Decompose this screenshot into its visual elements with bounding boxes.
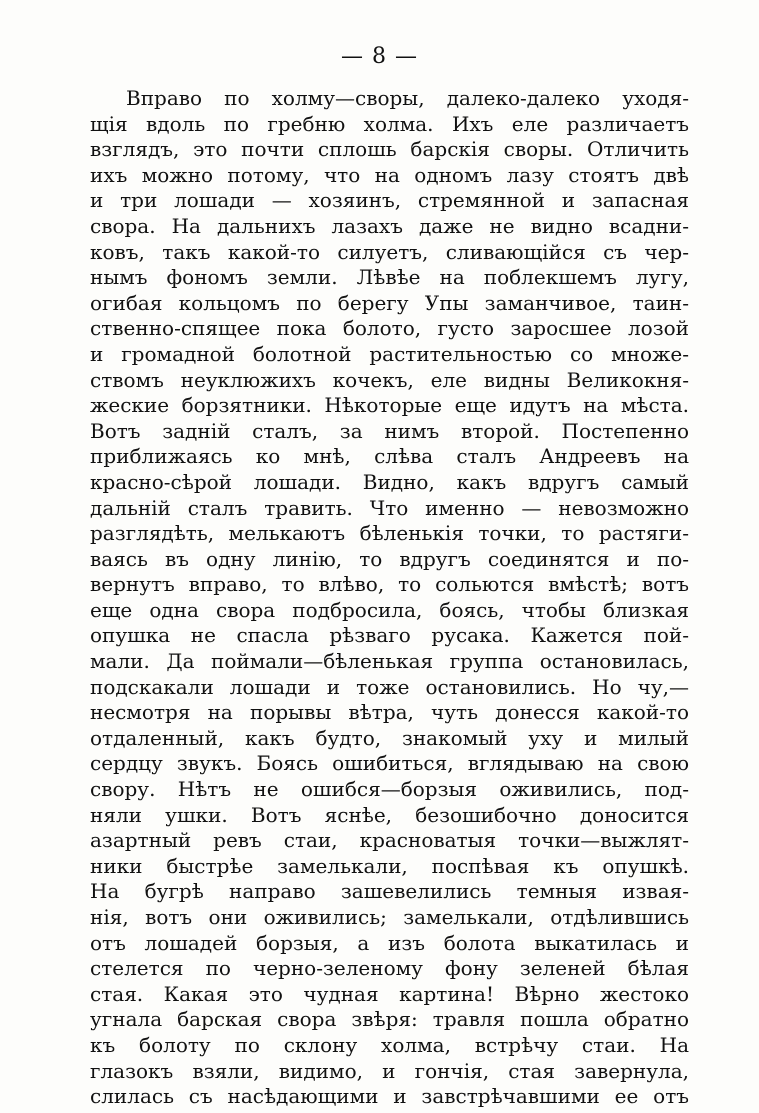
text-line: На бугрѣ направо зашевелились темныя извая- (90, 879, 689, 904)
text-line: свора. На дальнихъ лазахъ даже не видно всадни- (90, 213, 689, 238)
text-line: няли ушки. Вотъ яснѣе, безошибочно доносится (90, 802, 689, 827)
text-line: сердцу звукъ. Боясь ошибиться, вглядываю на свою (90, 751, 689, 776)
text-line: ственно-спящее пока болото, густо заросшее лозой (90, 316, 689, 341)
text-line: ники быстрѣе замелькали, поспѣвая къ опушкѣ. (90, 853, 689, 878)
text-line: Вотъ задній сталъ, за нимъ второй. Постепенно (90, 418, 689, 443)
text-line: отдаленный, какъ будто, знакомый уху и милый (90, 725, 689, 750)
text-line: стая. Какая это чудная картина! Вѣрно жестоко (90, 981, 689, 1006)
text-line: слилась съ насѣдающими и завстрѣчавшими ее отъ (90, 1084, 689, 1109)
text-line: нымъ фономъ земли. Лѣвѣе на поблекшемъ лугу, (90, 265, 689, 290)
text-line: разглядѣть, мелькаютъ бѣленькія точки, то растяги- (90, 521, 689, 546)
text-line: ствомъ неуклюжихъ кочекъ, еле видны Великокня- (90, 367, 689, 392)
text-line: къ болоту по склону холма, встрѣчу стаи. На (90, 1032, 689, 1057)
text-line: ихъ можно потому, что на одномъ лазу стоятъ двѣ (90, 162, 689, 187)
text-line: мали. Да поймали—бѣленькая группа остановилась, (90, 649, 689, 674)
text-line: подскакали лошади и тоже остановились. Но чу,— (90, 674, 689, 699)
text-line: приближаясь ко мнѣ, слѣва сталъ Андреевъ на (90, 444, 689, 469)
text-line: огибая кольцомъ по берегу Упы заманчивое, таин- (90, 290, 689, 315)
text-line: красно-сѣрой лошади. Видно, какъ вдругъ самый (90, 469, 689, 494)
text-line: дальній сталъ травить. Что именно — невозможно (90, 495, 689, 520)
text-line: жеские борзятники. Нѣкоторые еще идутъ на мѣста. (90, 393, 689, 418)
text-line: Вправо по холму—своры, далеко-далеко уходя- (126, 86, 689, 110)
page-number: — 8 — (341, 44, 418, 69)
text-line: щія вдоль по гребню холма. Ихъ еле различаетъ (90, 111, 689, 136)
text-line: и три лошади — хозяинъ, стремянной и запасная (90, 188, 689, 213)
text-line: угнала барская свора звѣря: травля пошла обратно (90, 1007, 689, 1032)
text-line: несмотря на порывы вѣтра, чуть донесся какой-то (90, 700, 689, 725)
text-line: стелется по черно-зеленому фону зеленей бѣлая (90, 956, 689, 981)
text-line: ваясь въ одну линію, то вдругъ соединятся и по- (90, 546, 689, 571)
text-line: глазокъ взяли, видимо, и гончія, стая завернула, (90, 1058, 689, 1083)
text-line: ковъ, такъ какой-то силуетъ, сливающійся съ чер- (90, 239, 689, 264)
text-line: опушка не спасла рѣзваго русака. Кажется пой- (90, 623, 689, 648)
text-line: нія, вотъ они оживились; замелькали, отдѣлившись (90, 905, 689, 929)
text-line: еще одна свора подбросила, боясь, чтобы близкая (90, 597, 689, 622)
text-line: азартный ревъ стаи, красноватыя точки—выжлят- (90, 828, 689, 853)
text-line: вернутъ вправо, то влѣво, то сольются вмѣстѣ; вотъ (90, 572, 689, 597)
text-line: взглядъ, это почти сплошь барскія своры. Отличить (90, 137, 689, 162)
text-line: свору. Нѣтъ не ошибся—борзыя оживились, под- (90, 777, 689, 802)
text-line: и громадной болотной растительностью со множе- (90, 341, 689, 366)
text-line: отъ лошадей борзыя, а изъ болота выкатилась и (90, 930, 689, 955)
body-text (90, 86, 689, 1110)
